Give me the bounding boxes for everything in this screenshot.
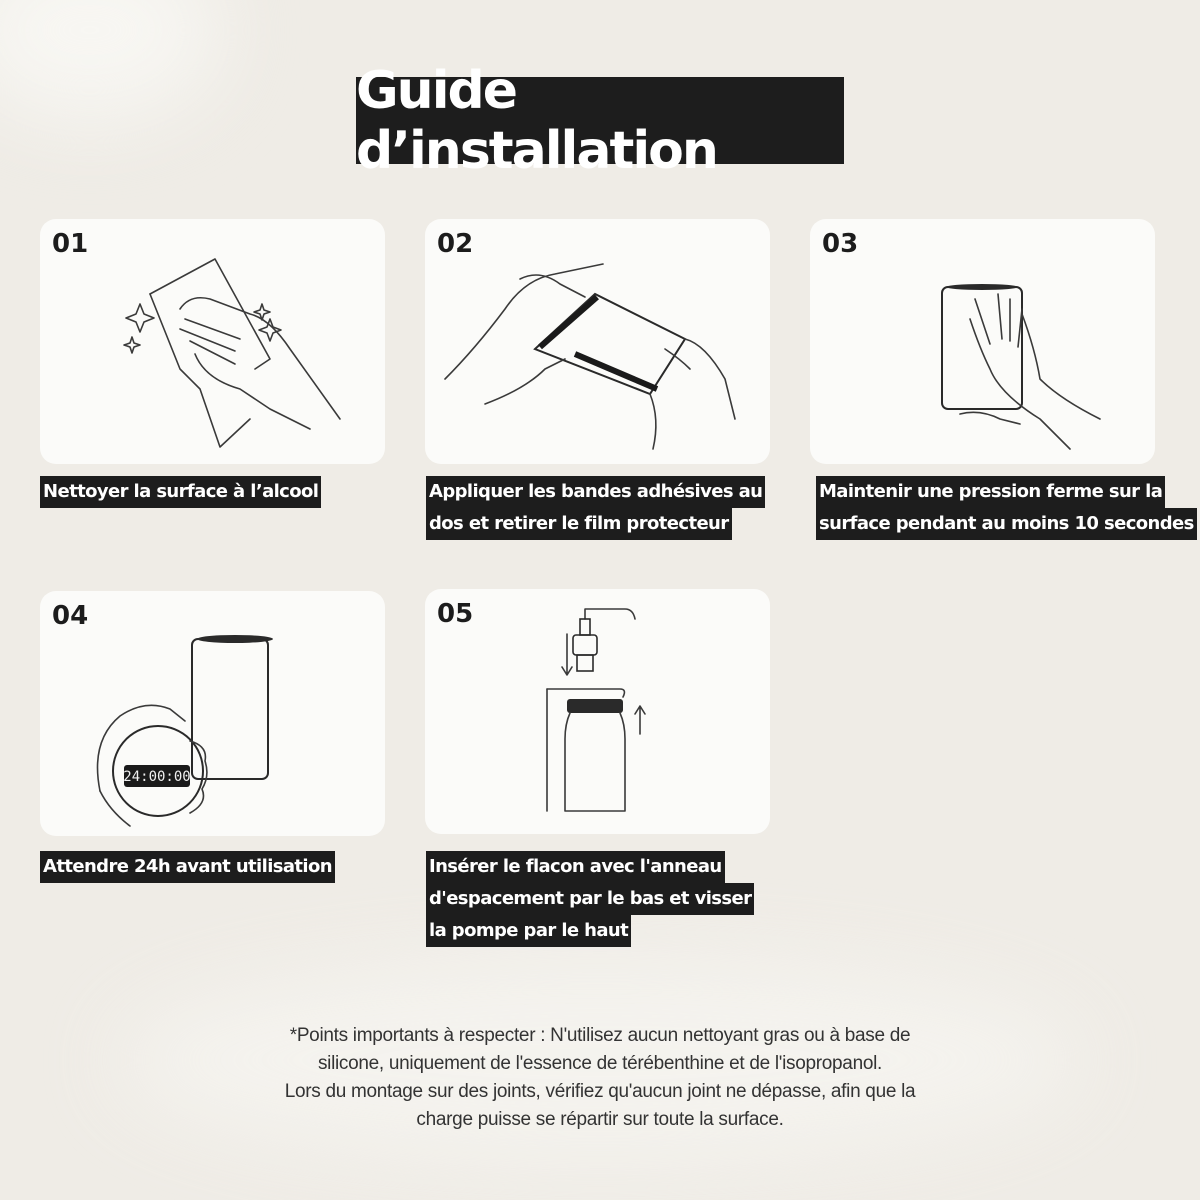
step-number: 02: [437, 229, 474, 259]
caption-line: Insérer le flacon avec l'anneau: [426, 851, 725, 883]
caption-line: Attendre 24h avant utilisation: [40, 851, 335, 883]
note-line: charge puisse se répartir sur toute la surface.: [416, 1109, 784, 1130]
press-mount-illustration: [810, 219, 1155, 464]
note-line: silicone, uniquement de l'essence de térébenthine et de l'isopropanol.: [317, 1053, 883, 1074]
important-note: [220, 1022, 980, 1134]
step-card-02: [425, 219, 770, 464]
note-line: Lors du montage sur des joints, vérifiez qu'aucun joint ne dépasse, afin que la: [284, 1081, 916, 1102]
timer-mount-illustration: [40, 591, 385, 836]
note-line: *Points importants à respecter : N'utilisez aucun nettoyant gras ou à base de: [289, 1025, 911, 1046]
step-caption-03: [816, 476, 1197, 540]
step-card-03: [810, 219, 1155, 464]
background-glow: [0, 0, 220, 120]
caption-line: Appliquer les bandes adhésives au: [426, 476, 765, 508]
step-number: 03: [822, 229, 859, 259]
caption-line: surface pendant au moins 10 secondes: [816, 508, 1197, 540]
caption-line: la pompe par le haut: [426, 915, 631, 947]
step-caption-01: [40, 476, 321, 508]
step-caption-04: [40, 851, 335, 883]
step-number: 04: [52, 601, 89, 631]
step-caption-05: [426, 851, 754, 947]
step-caption-02: [426, 476, 765, 540]
caption-line: dos et retirer le film protecteur: [426, 508, 732, 540]
caption-line: Maintenir une pression ferme sur la: [816, 476, 1165, 508]
cleaning-hand-illustration: [40, 219, 385, 464]
step-number: 05: [437, 599, 474, 629]
caption-line: Nettoyer la surface à l’alcool: [40, 476, 321, 508]
step-number: 01: [52, 229, 89, 259]
step-card-01: [40, 219, 385, 464]
page-title: Guide d’installation: [356, 77, 844, 164]
step-card-04: [40, 591, 385, 836]
bottle-insert-illustration: [425, 589, 770, 834]
adhesive-strip-illustration: [425, 219, 770, 464]
step-card-05: [425, 589, 770, 834]
caption-line: d'espacement par le bas et visser: [426, 883, 754, 915]
timer-display: 24:00:00: [123, 769, 191, 785]
